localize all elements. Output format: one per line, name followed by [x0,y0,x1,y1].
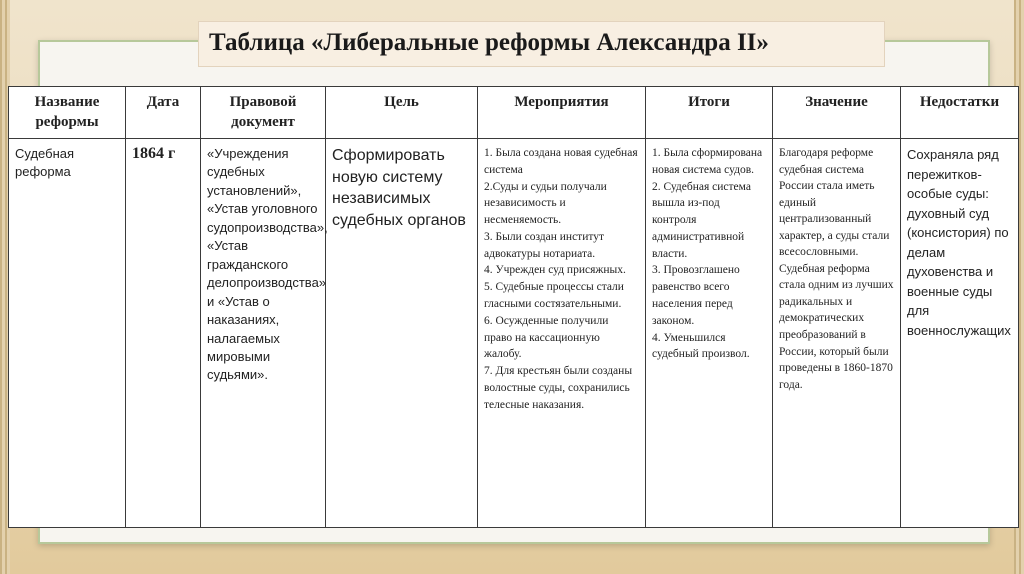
header-name: Название реформы [9,87,126,139]
cell-measures [478,139,646,528]
header-results: Итоги [646,87,773,139]
table-header-row [9,87,1019,139]
cell-date: 1864 г [126,139,201,528]
header-goal: Цель [326,87,478,139]
header-meaning: Значение [773,87,901,139]
table-row [9,139,1019,528]
header-date: Дата [126,87,201,139]
reforms-table [8,86,1019,528]
slide-title: Таблица «Либеральные реформы Александра II» [209,29,769,56]
cell-results-text: 1. Была сформирована новая система судов. 2. Судебная система вышла из-под контроля административной власти. 3. Провозглашено равенство всего населения перед законом. 4. Уменьшился судебный произвол. [652,147,763,361]
cell-flaws: Сохраняла ряд пережитков- особые суды: духовный суд (консистория) по делам духовенства и военные суды для военнослужащих [901,139,1019,528]
header-document: Правовой документ [201,87,326,139]
cell-measures-text: 1. Была создана новая судебная система 2.Суды и судьи получали независимость и несменяемость. 3. Были создан институт адвокатуры нотариата. 4. Учрежден суд присяжных. 5. Судебные процессы стали гласными состязательными. 6. Осужденные получили право на кассационную жалобу. 7. Для крестьян были созданы волостные суды, сохранились телесные наказания. [484,147,638,411]
cell-meaning: Благодаря реформе судебная система России стала иметь единый централизованный характер, а суды стали всесословными. Судебная реформа стала одним из лучших радикальных и демократических преобразований в России, который были проведены в 1860-1870 года. [773,139,901,528]
header-measures: Мероприятия [478,87,646,139]
cell-goal: Сформировать новую систему независимых судебных органов [326,139,478,528]
cell-reform-name: Судебная реформа [9,139,126,528]
header-flaws: Недостатки [901,87,1019,139]
cell-results [646,139,773,528]
cell-document [201,139,326,528]
title-box [198,21,885,67]
cell-document-text: «Учреждения судебных установлений», «Устав уголовного судопроизводства», «Устав гражданского делопроизводства» и «Устав о наказаниях, налагаемых мировыми судьями». [207,146,328,383]
